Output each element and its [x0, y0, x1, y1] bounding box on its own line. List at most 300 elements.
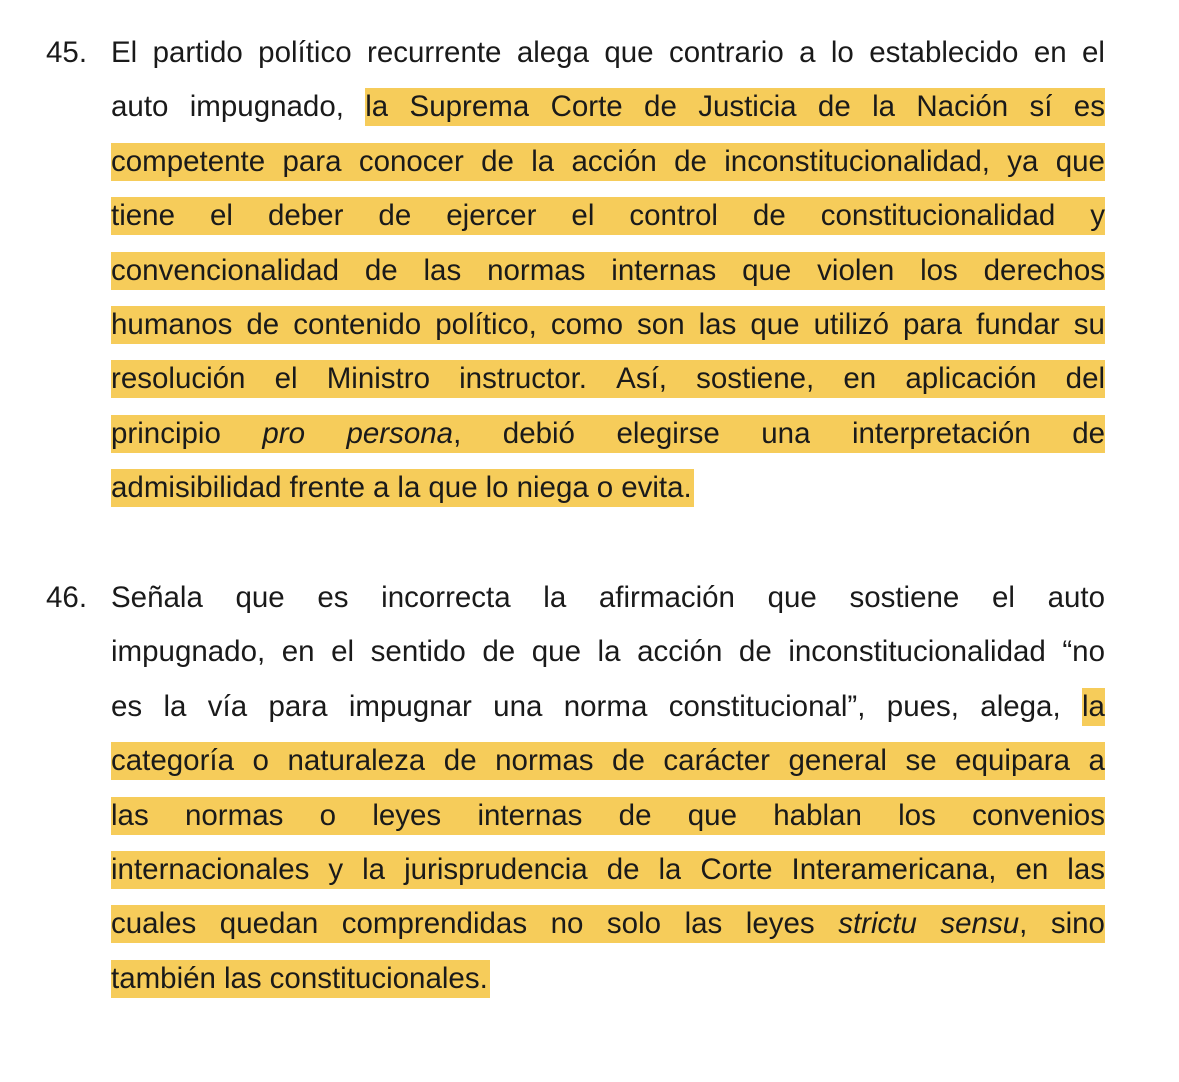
word-gap [477, 742, 496, 780]
word-gap [425, 742, 444, 780]
word [517, 34, 589, 72]
word [532, 633, 581, 671]
paragraph-number: 45. [46, 36, 88, 69]
word-gap [343, 851, 362, 889]
text: tiene [111, 199, 175, 233]
word [920, 252, 958, 290]
word [293, 306, 421, 344]
word [1074, 88, 1105, 126]
word-gap [441, 797, 477, 835]
word [753, 197, 786, 235]
text: para [282, 144, 342, 178]
word-gap [349, 579, 382, 617]
word-gap [186, 688, 207, 726]
text: resolución [111, 362, 246, 396]
text: sino [1050, 907, 1105, 941]
word-gap [887, 742, 906, 780]
word [698, 88, 796, 126]
word [699, 306, 737, 344]
word-gap [876, 360, 905, 398]
word-gap [736, 306, 750, 344]
word-gap [352, 34, 367, 72]
word-gap [959, 688, 980, 726]
word [1048, 579, 1105, 617]
text: incorrecta [381, 581, 511, 614]
text: auto [111, 90, 169, 124]
word [669, 34, 784, 72]
word [531, 143, 554, 181]
word [342, 905, 527, 943]
word [111, 415, 221, 453]
word-gap [265, 143, 282, 181]
word [831, 34, 854, 72]
word-gap [990, 143, 1007, 181]
word-gap [354, 633, 371, 671]
word [282, 143, 341, 181]
word [629, 197, 718, 235]
word [696, 360, 814, 398]
word [612, 742, 645, 780]
word-gap [1048, 851, 1067, 889]
word [637, 306, 685, 344]
word [208, 688, 247, 726]
word [372, 797, 441, 835]
word [153, 34, 243, 72]
text: de [246, 307, 280, 341]
word-gap [791, 252, 817, 290]
word-gap [817, 579, 850, 617]
word [320, 797, 336, 835]
text: quedan [219, 907, 319, 941]
text: de [674, 144, 707, 178]
word [814, 306, 889, 344]
text: no [550, 907, 584, 941]
word-gap [722, 633, 739, 671]
word [1007, 143, 1038, 181]
text: la [365, 90, 389, 124]
word-gap [1060, 306, 1074, 344]
word [111, 88, 168, 126]
word [821, 197, 1056, 235]
text: vía [207, 689, 248, 723]
word [599, 579, 735, 617]
word [1015, 851, 1048, 889]
word [446, 197, 536, 235]
word-gap [810, 415, 851, 453]
word [371, 633, 466, 671]
word-gap [814, 360, 843, 398]
word [984, 252, 1105, 290]
text: inconstitucionalidad [788, 635, 1046, 669]
text: en [843, 362, 877, 396]
word [282, 633, 315, 671]
text: las [698, 307, 737, 341]
word [517, 469, 597, 507]
word [481, 143, 514, 181]
word-gap [854, 34, 869, 72]
text: convencionalidad [111, 253, 339, 287]
word-gap [388, 88, 409, 126]
text: Así, [616, 362, 667, 396]
text-line [111, 407, 1105, 461]
word-gap [285, 579, 318, 617]
text-line [111, 952, 1105, 1006]
text: el [991, 581, 1015, 614]
text: general [788, 744, 887, 778]
text: de [443, 744, 477, 778]
text: acción [637, 635, 723, 669]
text: los [898, 798, 936, 832]
text: su [1073, 307, 1105, 341]
word-gap [537, 306, 551, 344]
word [898, 797, 936, 835]
word-gap [221, 415, 262, 453]
word [365, 252, 398, 290]
word-gap [865, 688, 886, 726]
text: principio [111, 416, 221, 450]
word [111, 742, 234, 780]
word-gap [328, 688, 349, 726]
word-gap [594, 742, 613, 780]
word [111, 633, 265, 671]
word [976, 306, 1060, 344]
word-gap [305, 415, 346, 453]
word [572, 143, 657, 181]
text: alega [516, 36, 589, 69]
word [378, 197, 411, 235]
word [111, 34, 137, 72]
text: competente [111, 144, 266, 178]
text: y [1090, 199, 1106, 233]
text-line [111, 244, 1105, 298]
word [980, 688, 1060, 726]
word [724, 143, 990, 181]
text-line [111, 80, 1105, 134]
word-gap [583, 905, 607, 943]
word [916, 88, 1008, 126]
word [111, 143, 265, 181]
text: fundar [976, 307, 1060, 341]
word [482, 633, 515, 671]
word-gap [318, 905, 342, 943]
text: normas [495, 744, 594, 778]
word [852, 415, 1031, 453]
text: de [618, 798, 652, 832]
text: debió [502, 416, 575, 450]
text: o [252, 744, 269, 778]
text: constitucionales. [269, 961, 488, 995]
text: la [872, 90, 896, 124]
word [746, 905, 815, 943]
word-gap [681, 851, 700, 889]
word [435, 306, 537, 344]
paragraph-body [111, 26, 1105, 516]
word [327, 360, 430, 398]
word [190, 88, 344, 126]
word [1034, 34, 1067, 72]
text: impugnado, [189, 90, 344, 124]
word-gap [962, 306, 976, 344]
word-gap [515, 633, 532, 671]
text: contenido [293, 307, 422, 341]
text: es [1073, 90, 1105, 124]
word-gap [784, 34, 799, 72]
word [424, 252, 462, 290]
text: de [364, 253, 398, 287]
text: la [597, 635, 621, 669]
word-gap [137, 34, 152, 72]
text: normas [184, 798, 284, 832]
word-gap [786, 197, 821, 235]
word-gap [339, 252, 365, 290]
word [111, 797, 149, 835]
text: equipara [955, 744, 1070, 778]
word [817, 252, 894, 290]
word-gap [1027, 905, 1051, 943]
text: impugnado, [111, 635, 266, 669]
text-line [111, 298, 1105, 352]
text: internas [477, 798, 583, 832]
text: las [223, 961, 262, 995]
word-gap [511, 579, 544, 617]
text: la [397, 471, 421, 505]
text: partido [152, 36, 243, 69]
word [111, 579, 203, 617]
word [459, 360, 587, 398]
word-gap [718, 197, 753, 235]
word-gap [472, 688, 493, 726]
word [992, 579, 1015, 617]
word [905, 742, 936, 780]
word-gap [411, 197, 446, 235]
text-line [111, 843, 1105, 897]
word-gap [529, 88, 550, 126]
word [495, 742, 593, 780]
word [940, 905, 1027, 943]
word-gap [283, 797, 319, 835]
word [503, 415, 575, 453]
word [328, 851, 343, 889]
word-gap [800, 306, 814, 344]
word-gap [1015, 579, 1048, 617]
text: es [317, 581, 349, 614]
word-gap [895, 88, 916, 126]
word-gap [461, 415, 502, 453]
text: evita. [621, 471, 692, 505]
word [843, 360, 876, 398]
text: contrario [668, 36, 784, 69]
text: que [235, 581, 285, 614]
text-line [111, 26, 1105, 80]
text: de [644, 90, 677, 124]
word-gap [582, 797, 618, 835]
text: el [274, 362, 298, 396]
word [685, 905, 723, 943]
word-gap [917, 905, 941, 943]
text: conocer [358, 144, 464, 178]
text-line [111, 897, 1105, 951]
text-line [111, 734, 1105, 788]
word-gap [773, 851, 792, 889]
word [742, 252, 791, 290]
word [551, 88, 623, 126]
text: del [1065, 362, 1106, 396]
text: pues, [886, 689, 959, 723]
word [669, 688, 866, 726]
word [551, 306, 623, 344]
italic-text: pro [262, 416, 305, 450]
text: ejercer [446, 199, 537, 233]
word-gap [336, 797, 372, 835]
text: que [687, 798, 737, 832]
word [262, 415, 305, 453]
text: jurisprudencia [404, 852, 588, 886]
word-gap [815, 905, 839, 943]
word [644, 88, 677, 126]
word [611, 252, 716, 290]
text: , [453, 416, 462, 450]
text-line [111, 680, 1105, 734]
word-gap [722, 905, 746, 943]
text: que [1055, 144, 1105, 178]
word [750, 306, 799, 344]
text: se [905, 744, 937, 778]
word-gap [894, 252, 920, 290]
word-gap [342, 143, 359, 181]
word [607, 851, 640, 889]
word-gap [344, 88, 365, 126]
text: aplicación [905, 362, 1037, 396]
word [444, 742, 477, 780]
word [543, 579, 566, 617]
word-gap [315, 633, 332, 671]
text: las [111, 798, 149, 832]
word-gap [233, 197, 268, 235]
word-gap [245, 360, 274, 398]
text: Interamericana, [791, 852, 997, 886]
text: solo [606, 907, 662, 941]
word [788, 633, 1045, 671]
word-gap [1031, 415, 1072, 453]
word [564, 688, 648, 726]
text: el [331, 635, 355, 669]
text: “no [1062, 635, 1105, 669]
word-gap [735, 579, 768, 617]
word [111, 360, 245, 398]
word-gap [959, 579, 992, 617]
text: de [378, 199, 412, 233]
text: que [742, 253, 792, 287]
word [235, 579, 284, 617]
text: El [111, 36, 138, 69]
text: Suprema [409, 90, 530, 124]
word [111, 851, 309, 889]
text: de [1072, 416, 1106, 450]
word [164, 688, 187, 726]
word [905, 360, 1036, 398]
word [275, 360, 298, 398]
word-gap [862, 797, 898, 835]
text: afirmación [598, 581, 735, 614]
text-line [111, 189, 1105, 243]
word-gap [667, 360, 696, 398]
text: las [423, 253, 462, 287]
word [818, 88, 851, 126]
text: en [1033, 36, 1067, 69]
text: comprendidas [341, 907, 528, 941]
word-gap [343, 197, 378, 235]
text: político, [435, 307, 537, 341]
text: una [493, 689, 543, 723]
word-gap [587, 360, 616, 398]
word [253, 742, 269, 780]
text-line [111, 625, 1105, 679]
text: Corte [550, 90, 623, 124]
word [111, 960, 224, 998]
word-gap [707, 143, 724, 181]
word-gap [772, 633, 789, 671]
word-gap [309, 851, 328, 889]
text: lo [485, 471, 509, 505]
word-gap [677, 88, 698, 126]
word-gap [654, 34, 669, 72]
text: Justicia [698, 90, 797, 124]
word-gap [720, 415, 761, 453]
text: que [428, 471, 478, 505]
word [972, 797, 1105, 835]
word [1062, 633, 1105, 671]
text: leyes [745, 907, 815, 941]
word [571, 197, 594, 235]
text-line [111, 352, 1105, 406]
word-gap [1018, 34, 1033, 72]
text: alega, [980, 689, 1061, 723]
word-gap [575, 415, 616, 453]
text: interpretación [851, 416, 1031, 450]
text: sostiene [849, 581, 960, 614]
word [1067, 851, 1105, 889]
word [404, 851, 588, 889]
text-line [111, 461, 1105, 515]
text: impugnar [348, 689, 472, 723]
word [381, 579, 511, 617]
text: humanos [111, 307, 233, 341]
text: categoría [111, 744, 234, 778]
word [1051, 905, 1105, 943]
word [317, 579, 348, 617]
text: auto [1047, 581, 1105, 614]
word [258, 34, 351, 72]
paragraph-number: 46. [46, 581, 88, 614]
text: que [750, 307, 800, 341]
word [688, 797, 737, 835]
text: , [1019, 907, 1028, 941]
word [210, 197, 233, 235]
text: en [1015, 852, 1049, 886]
italic-text: sensu [940, 907, 1020, 941]
word [598, 633, 621, 671]
word [637, 633, 722, 671]
text: también [111, 961, 216, 995]
word [111, 688, 142, 726]
word-gap [851, 88, 872, 126]
word [268, 688, 327, 726]
word-gap [196, 905, 220, 943]
word [111, 905, 196, 943]
text: que [604, 36, 654, 69]
text: admisibilidad [111, 471, 282, 505]
text: la [543, 581, 567, 614]
